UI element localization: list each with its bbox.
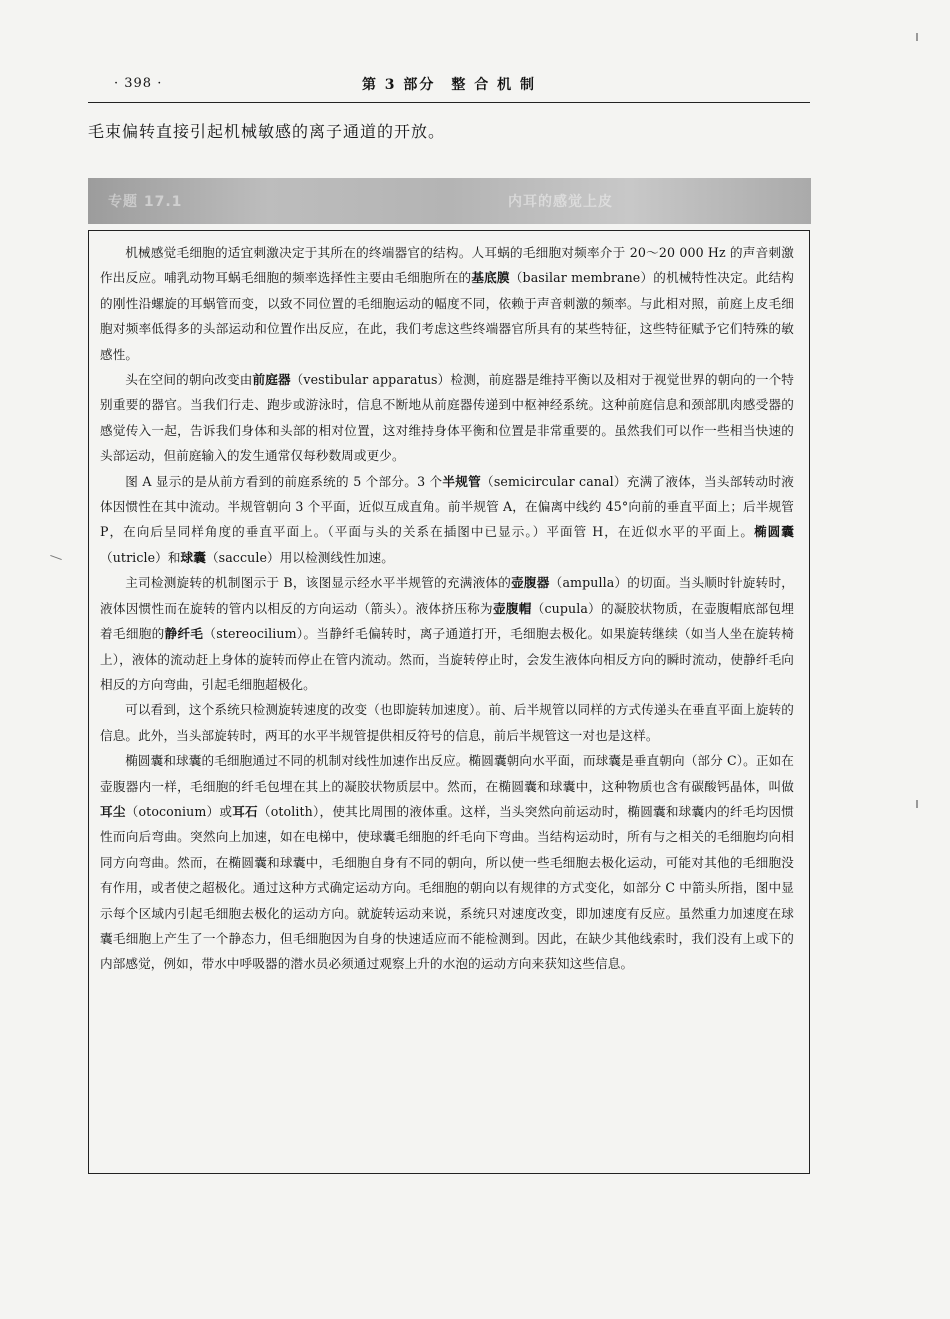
text-run: （basilar membrane）的机械特性决定。此结构的刚性沿螺旋的耳蜗管而变，以致不同位置的毛细胞运动的幅度不同，依赖于声音刺激的频率。与此相对照，前庭上皮毛细胞对频率低得多的头部运动和位置作出反应，在此，我们考虑这些终端器官所具有的某些特征，这些特征赋予它们特殊的敏感性。 [100,270,794,362]
key-term: 椭圆囊 [754,524,794,540]
text-run: （cupula）的凝胶状物质，在壶腹帽底部包埋着毛细胞的 [100,600,794,642]
page-header [88,74,810,102]
text-run: 可以看到，这个系统只检测旋转速度的改变（也即旋转加速度）。前、后半规管以同样的方式传递头在垂直平面上旋转的信息。此外，当头部旋转时，两耳的水平半规管提供相反符号的信息，前后半规管这一对也是这样。 [100,702,794,743]
text-run: （otoconium）或 [125,803,233,819]
key-term: 耳尘 [100,803,126,819]
box-paragraph [100,240,794,367]
box-number: 专题 17.1 [108,194,183,210]
box-paragraph [100,367,794,469]
key-term: 壶腹器 [511,575,550,591]
key-term: 基底膜 [471,270,510,286]
key-term: 静纤毛 [164,626,204,642]
key-term: 前庭器 [252,372,291,388]
box-banner [88,178,811,224]
box-title: 内耳的感觉上皮 [508,194,613,210]
text-run: 主司检测旋转的机制图示于 B，该图显示经水平半规管的充满液体的 [125,575,512,591]
margin-dot [916,33,918,41]
key-term: 耳石 [232,803,258,819]
text-run: 图 A 显示的是从前方看到的前庭系统的 5 个部分。3 个 [125,473,443,489]
text-run: （vestibular apparatus）检测，前庭器是维持平衡以及相对于视觉世界的朝向的一个特别重要的器官。当我们行走、跑步或游泳时，信息不断地从前庭器传递到中枢神经系统。这种前庭信息和颈部肌肉感受器的感觉传入一起，告诉我们身体和头部的相对位置，这对维持身体平衡和位置是非常重要的。虽然我们可以作一些相当快速的头部运动，但前庭输入的发生通常仅每秒数周或更少。 [100,372,794,464]
key-term: 球囊 [180,549,206,565]
text-run: （stereocilium）。当静纤毛偏转时，离子通道打开，毛细胞去极化。如果旋转继续（如当人坐在旋转椅上），液体的流动赶上身体的旋转而停止在管内流动。然而，当旋转停止时，会发生液体向相反方向的瞬时流动，使静纤毛向相反的方向弯曲，引起毛细胞超极化。 [100,626,795,692]
page-number: · 398 · [114,76,163,91]
text-run: 头在空间的朝向改变由 [125,372,253,388]
continuation-paragraph: 毛束偏转直接引起机械敏感的离子通道的开放。 [88,122,446,141]
box-paragraph [100,697,794,748]
text-run: （otolith），使其比周围的液体重。这样，当头突然向前运动时，椭圆囊和球囊内的纤毛均因惯性而向后弯曲。突然向上加速，如在电梯中，使球囊毛细胞的纤毛向下弯曲。当结构运动时，所有与之相关的毛细胞均向相同方向弯曲。然而，在椭圆囊和球囊中，毛细胞自身有不同的朝向，所以使一些毛细胞去极化运动，可能对其他的毛细胞没有作用，或者使之超极化。通过这种方式确定运动方向。毛细胞的朝向以有规律的方式变化，如部分 C 中箭头所指，图中显示每个区域内引起毛细胞去极化的运动方向。就旋转运动来说，系统只对速度改变，即加速度有反应。虽然重力加速度在球囊毛细胞上产生了一个静态力，但毛细胞因为自身的快速适应而不能检测到。因此，在缺少其他线索时，我们没有上或下的内部感觉，例如，带水中呼吸器的潜水员必须通过观察上升的水泡的运动方向来获知这些信息。 [100,803,794,972]
text-run: 机械感觉毛细胞的适宜刺激决定于其所在的终端器官的结构。人耳蜗的毛细胞对频率介于 20～20 000 Hz 的声音刺激作出反应。哺乳动物耳蜗毛细胞的频率选择性主要由毛细胞所在的 [100,245,794,286]
running-title: 第 3 部分 整 合 机 制 [361,77,537,93]
key-term: 壶腹帽 [492,600,532,616]
header-rule [88,102,810,103]
text-run: （ampulla）的切面。当头顺时针旋转时，液体因惯性而在旋转的管内以相反的方向运动（箭头）。液体挤压称为 [100,575,794,616]
box-paragraph [100,748,794,977]
box-paragraph [100,469,794,571]
margin-dot [916,800,918,808]
text-run: （semicircular canal）充满了液体，当头部转动时液体因惯性在其中流动。半规管朝向 3 个平面，近似互成直角。前半规管 A，在偏离中线约 45°向前的垂直平面上；后半规管 P，在向后呈同样角度的垂直平面上。（平面与头的关系在插图中已显示。）平面管 H，在近似水平的平面上。 [100,473,794,540]
text-run: 椭圆囊和球囊的毛细胞通过不同的机制对线性加速作出反应。椭圆囊朝向水平面，而球囊是垂直朝向（部分 C）。正如在壶腹器内一样，毛细胞的纤毛包埋在其上的凝胶状物质层中。然而，在椭圆囊和球囊中，这种物质也含有碳酸钙晶体，叫做 [100,753,794,794]
box-paragraph [100,570,794,697]
text-run: （utricle）和 [100,549,181,565]
margin-mark [50,555,62,560]
text-run: （saccule）用以检测线性加速。 [205,549,394,565]
box-body [100,240,794,977]
key-term: 半规管 [442,473,481,489]
